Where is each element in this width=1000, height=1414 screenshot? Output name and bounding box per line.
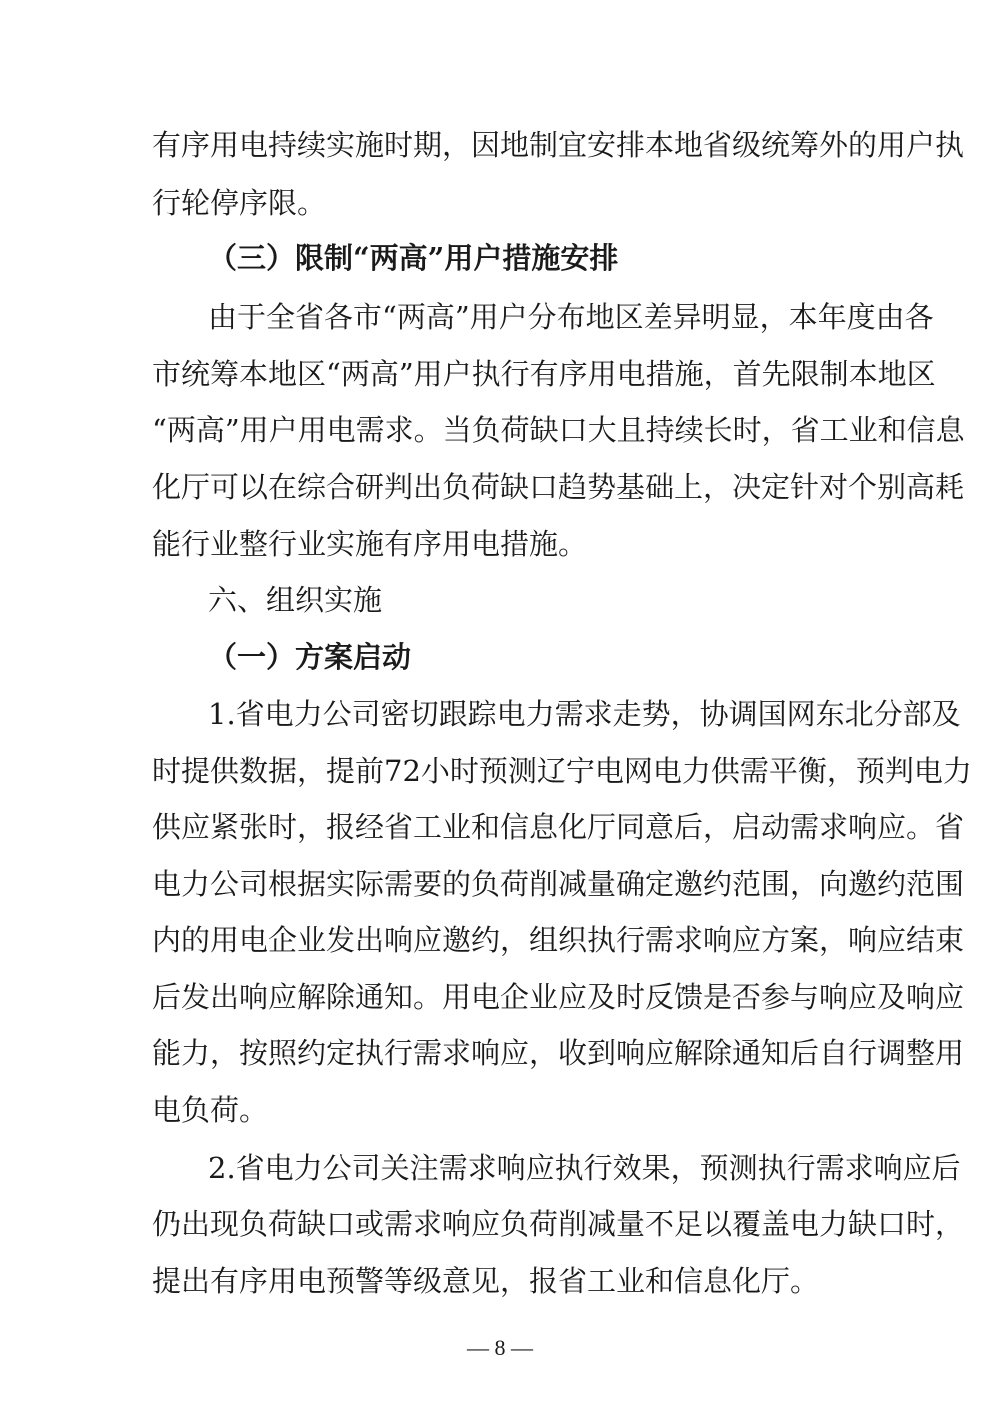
paragraph-line: 能行业整行业实施有序用电措施。 (152, 527, 588, 561)
paragraph-line: 由于全省各市“两高”用户分布地区差异明显，本年度由各 (208, 300, 934, 334)
paragraph-line: 电负荷。 (152, 1093, 269, 1127)
paragraph-line: 1.省电力公司密切跟踪电力需求走势，协调国网东北分部及 (208, 697, 961, 731)
paragraph-line: 有序用电持续实施时期，因地制宜安排本地省级统筹外的用户执 (152, 128, 965, 162)
paragraph-line: 供应紧张时，报经省工业和信息化厅同意后，启动需求响应。省 (152, 810, 965, 844)
paragraph-line: 电力公司根据实际需要的负荷削减量确定邀约范围，向邀约范围 (152, 867, 965, 901)
paragraph-line: 提出有序用电预警等级意见，报省工业和信息化厅。 (152, 1264, 820, 1298)
paragraph-line: 2.省电力公司关注需求响应执行效果，预测执行需求响应后 (208, 1151, 961, 1185)
chapter-heading: 六、组织实施 (208, 583, 383, 617)
paragraph-line: 后发出响应解除通知。用电企业应及时反馈是否参与响应及响应 (152, 980, 965, 1014)
paragraph-line: 能力，按照约定执行需求响应，收到响应解除通知后自行调整用 (152, 1036, 965, 1070)
section-heading-3: （三）限制“两高”用户措施安排 (208, 241, 619, 275)
paragraph-line: 时提供数据，提前72小时预测辽宁电网电力供需平衡，预判电力 (152, 754, 972, 788)
paragraph-line: 行轮停序限。 (152, 186, 327, 220)
paragraph-line: 化厅可以在综合研判出负荷缺口趋势基础上，决定针对个别高耗 (152, 470, 965, 504)
paragraph-line: 内的用电企业发出响应邀约，组织执行需求响应方案，响应结束 (152, 923, 965, 957)
paragraph-line: “两高”用户用电需求。当负荷缺口大且持续长时，省工业和信息 (152, 413, 965, 447)
section-heading-1: （一）方案启动 (208, 640, 412, 674)
paragraph-line: 市统筹本地区“两高”用户执行有序用电措施，首先限制本地区 (152, 357, 936, 391)
paragraph-line: 仍出现负荷缺口或需求响应负荷削减量不足以覆盖电力缺口时， (152, 1207, 965, 1241)
page-number: — 8 — (467, 1335, 533, 1360)
